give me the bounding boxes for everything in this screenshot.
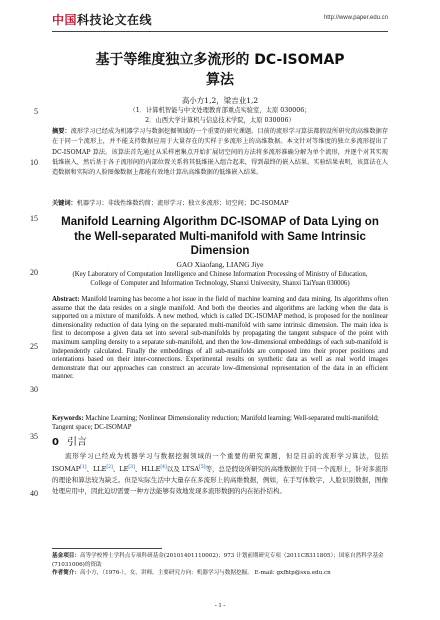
citation-ref[interactable]: [2] [106,465,113,470]
chinese-abstract [52,127,388,178]
author-text: 高小方，（1976-），女，讲师，主要研究方向：机器学习与数据挖掘。 [79,570,253,577]
english-abstract-text: Manifold learning has become a hot issue in the field of machine learning and data mining. Its algorithms often assume that the data resides on a single manifold. And both the theories and algorithms are lacking when the data is supported on a mixture of manifolds. A new method, which is called DC-ISOMAP method, is proposed for the nonlinear dimensionality reduction of data lying on the separated multi-manifold with same intrinsic dimension. The main idea is first to decompose a given data set into several sub-manifolds by propagating the tangent subspace of the point with maximum sampling density to a separate sub-manifold, and then the low-dimensional embeddings of each sub-manifold is independently calculated. Finally the embeddings of all sub-manifolds are composed into their proper positions and orientations based on their inter-connections. Experimental results on synthetic data as well as real world images demonstrate that our approaches can construct an accurate low-dimensional representation of the data in an efficient manner. [52,296,388,381]
english-affiliation: (Key Laboratory of Computation Intelligence and Chinese Information Processing of Ministry of Education, College of Computer and Information Technology, Shanxi University, Shanxi TaiYuan 030006) [72,271,368,287]
intro-text: 、LE [112,465,129,474]
intro-text: 、LLE [86,465,107,474]
english-title: Manifold Learning Algorithm DC-ISOMAP of Data Lying on the Well-separated Multi-manifold with Same Intrinsic Dimension [61,216,379,257]
line-number: 25 [30,342,38,351]
logo-text: 科技论文在线 [77,13,153,27]
english-keywords-label: Keywords: [52,415,84,422]
english-abstract [52,296,388,382]
funding-note [52,552,388,569]
intro-text: 以及 LTSA [166,465,200,474]
header-url[interactable]: http://www.paper.edu.cn [323,15,388,21]
section-heading [52,433,87,448]
affiliation-2: 2．山西大学计算机与信息技术学院，太原 030006） [145,117,295,124]
abstract-label: 摘要： [52,128,71,135]
intro-paragraph [52,451,388,497]
intro-text: 、HLLE [134,465,161,474]
line-number: 15 [30,214,38,223]
header-rule [52,31,388,32]
chinese-title-line2: 算法 [206,72,234,88]
logo-cn: 中国 [52,13,78,27]
funding-text: 高等学校博士学科点专项科研基金(20101401110002)；973 计划前期研究专项（2011CB311805）；国家自然科学基金(71031006)的资助 [52,553,384,568]
chinese-title [52,50,388,90]
line-number: 30 [30,385,38,394]
citation-ref[interactable]: [1] [80,465,87,470]
intro-text: 流形学习已经成为机器学习与数据挖掘领域的一个重要的研究课题，但是目前的流形学习算法，包括 ISOMAP [52,452,388,474]
page-number: - 1 - [214,602,226,609]
affiliation-1: （1．计算机智能与中文处理教育部重点实验室，太原 030006； [129,107,311,114]
line-number: 20 [30,268,38,277]
citation-ref[interactable]: [3] [128,465,135,470]
keywords-text: 机器学习；非线性维数约简；流形学习；独立多流形；切空间；DC-ISOMAP [76,200,289,207]
english-keywords-text: Machine Learning; Nonlinear Dimensionality reduction; Manifold learning; Well-separated multi-manifold; Tangent space; DC-ISOMAP [52,415,379,431]
author-note [52,569,388,578]
line-number: 10 [30,158,38,167]
abstract-text: 流形学习已经成为机器学习与数据挖掘领域的一个重要的研究课题。目前的流形学习算法都假设所研究的高维数据存在于同一个流形上，并不能支持数据应用于大量存在的实样于多流形上的高维数据。本文针对等维度的独立多流形提出了 DC-ISOMAP 算法。该算法首先通过从采样密集点开始扩展切空间的方法将多流形准确分解为单个流形，并逐个对其实现低维嵌入，然后基于各子流形间的内部位置关系将其低维嵌入组合起来，得到最终的嵌入结果。实验结果表明，该算法在人造数据和实际的人脸图像数据上都能有效地计算出高维数据的低维嵌入结果。 [52,128,389,177]
footnote [52,552,388,578]
line-number: 35 [30,432,38,441]
intro-text: 等，总是假设所研究的高维数据位于同一个流形上，针对多流形的理论和算法较为缺乏。但是实际生活中大量存在多流形上的高维数据，例如，在手写体数字、人脸识别数据，图像处理应用中，因此迫切需要一种方法能够有效地发现多流形数据的内在拓扑结构。 [52,465,389,496]
chinese-title-line1: 基于等维度独立多流形的 DC-ISOMAP [95,52,345,68]
line-number: 40 [30,489,38,498]
footnote-rule [52,548,162,549]
keywords-label: 关键词： [52,200,77,207]
funding-label: 基金项目： [52,553,80,559]
citation-ref[interactable]: [5] [199,465,206,470]
section-title: 引言 [66,437,87,448]
author-label: 作者简介： [52,570,80,577]
english-authors: GAO Xiaofang, LIANG Jiye [176,260,264,269]
chinese-keywords [52,199,388,209]
author-email[interactable]: E-mail: gxfhtp@sxu.edu.cn [254,570,331,577]
citation-ref[interactable]: [4] [160,465,167,470]
journal-logo [52,11,152,28]
chinese-affiliation [52,106,388,126]
chinese-authors: 高小方1,2，梁吉业1,2 [181,96,259,105]
english-keywords [52,415,388,432]
page-header [52,10,388,32]
section-number: 0 [52,437,59,448]
line-number: 5 [34,107,38,116]
english-abstract-label: Abstract: [52,296,80,303]
